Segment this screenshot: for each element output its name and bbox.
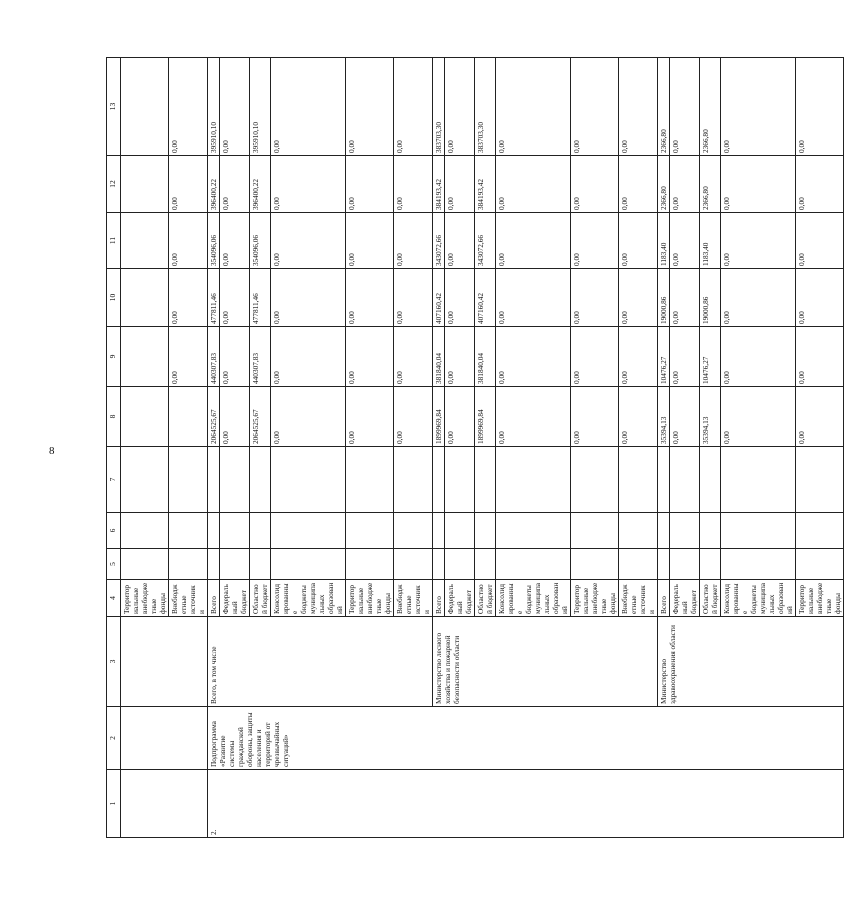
header-row (107, 58, 121, 838)
value-cell: 0,00 (496, 213, 571, 269)
value-cell (619, 549, 658, 580)
value-cell: 440307,83 (250, 327, 271, 387)
value-cell (121, 156, 169, 213)
page-number: 8 (49, 445, 55, 457)
value-cell: 0,00 (721, 269, 796, 327)
value-cell (700, 549, 721, 580)
value-cell (796, 447, 844, 513)
value-cell (121, 549, 169, 580)
value-cell (121, 58, 169, 156)
value-cell (433, 549, 445, 580)
value-cell (220, 549, 250, 580)
value-cell: 10476,27 (700, 327, 721, 387)
value-cell (571, 447, 619, 513)
source-cell: Федеральный бюджет (445, 580, 475, 617)
value-cell (658, 549, 670, 580)
value-cell: 0,00 (169, 327, 208, 387)
value-cell (700, 513, 721, 549)
value-cell (721, 447, 796, 513)
value-cell: 0,00 (721, 213, 796, 269)
column-header-7: 7 (107, 447, 121, 513)
value-cell (721, 513, 796, 549)
value-cell (121, 327, 169, 387)
value-cell: 0,00 (721, 327, 796, 387)
value-cell: 0,00 (721, 387, 796, 447)
value-cell (433, 513, 445, 549)
source-cell: Консолидированные бюджеты муниципальных образований (496, 580, 571, 617)
value-cell: 0,00 (394, 213, 433, 269)
value-cell: 0,00 (220, 58, 250, 156)
value-cell (121, 513, 169, 549)
value-cell: 0,00 (619, 156, 658, 213)
source-cell: Территориальные внебюджетные фонды (121, 580, 169, 617)
source-cell: Территориальные внебюджетные фонды (571, 580, 619, 617)
value-cell (670, 549, 700, 580)
column-header-6: 6 (107, 513, 121, 549)
value-cell: 477811,46 (250, 269, 271, 327)
financing-table (106, 57, 844, 838)
value-cell: 0,00 (496, 387, 571, 447)
value-cell (445, 513, 475, 549)
value-cell: 0,00 (346, 156, 394, 213)
value-cell: 0,00 (394, 387, 433, 447)
source-cell: Федеральный бюджет (220, 580, 250, 617)
value-cell: 384193,42 (475, 156, 496, 213)
source-cell: Областной бюджет (475, 580, 496, 617)
value-cell: 343072,66 (433, 213, 445, 269)
value-cell (496, 447, 571, 513)
value-cell: 0,00 (496, 58, 571, 156)
value-cell (475, 447, 496, 513)
value-cell (250, 549, 271, 580)
value-cell (700, 447, 721, 513)
value-cell: 0,00 (619, 269, 658, 327)
executor-spacer (121, 617, 208, 707)
value-cell (394, 513, 433, 549)
value-cell (445, 447, 475, 513)
value-cell: 395910,10 (250, 58, 271, 156)
value-cell: 0,00 (271, 387, 346, 447)
value-cell: 2366,80 (658, 156, 670, 213)
value-cell (619, 513, 658, 549)
value-cell: 0,00 (271, 269, 346, 327)
source-cell: Всего (658, 580, 670, 617)
column-header-9: 9 (107, 327, 121, 387)
value-cell: 0,00 (619, 213, 658, 269)
source-cell: Внебюджетные источники (394, 580, 433, 617)
source-cell: Территориальные внебюджетные фонды (796, 580, 844, 617)
value-cell (346, 447, 394, 513)
column-header-5: 5 (107, 549, 121, 580)
value-cell: 0,00 (346, 58, 394, 156)
value-cell: 0,00 (220, 269, 250, 327)
value-cell: 383703,30 (475, 58, 496, 156)
value-cell (445, 549, 475, 580)
source-cell: Всего (208, 580, 220, 617)
source-cell: Областной бюджет (250, 580, 271, 617)
value-cell (496, 513, 571, 549)
value-cell: 0,00 (721, 58, 796, 156)
value-cell: 35394,13 (700, 387, 721, 447)
value-cell: 0,00 (394, 156, 433, 213)
value-cell (670, 513, 700, 549)
value-cell: 0,00 (271, 213, 346, 269)
value-cell: 0,00 (496, 156, 571, 213)
source-cell: Консолидированные бюджеты муниципальных образований (721, 580, 796, 617)
value-cell: 2064525,67 (250, 387, 271, 447)
value-cell (271, 447, 346, 513)
value-cell: 0,00 (220, 327, 250, 387)
value-cell: 381840,04 (475, 327, 496, 387)
value-cell (121, 269, 169, 327)
value-cell (658, 513, 670, 549)
value-cell: 0,00 (619, 387, 658, 447)
value-cell: 0,00 (220, 387, 250, 447)
value-cell: 343072,66 (475, 213, 496, 269)
value-cell (571, 513, 619, 549)
value-cell: 0,00 (271, 327, 346, 387)
value-cell: 396400,22 (208, 156, 220, 213)
value-cell: 0,00 (220, 156, 250, 213)
value-cell: 19000,86 (658, 269, 670, 327)
value-cell: 0,00 (571, 387, 619, 447)
value-cell: 0,00 (670, 327, 700, 387)
value-cell (658, 447, 670, 513)
value-cell (496, 549, 571, 580)
value-cell (169, 549, 208, 580)
value-cell (208, 513, 220, 549)
value-cell (619, 447, 658, 513)
value-cell: 0,00 (670, 387, 700, 447)
value-cell: 477811,46 (208, 269, 220, 327)
column-header-13: 13 (107, 58, 121, 156)
value-cell: 0,00 (619, 58, 658, 156)
source-cell: Внебюджетные источники (619, 580, 658, 617)
value-cell: 384193,42 (433, 156, 445, 213)
value-cell: 0,00 (796, 156, 844, 213)
value-cell: 440307,83 (208, 327, 220, 387)
column-header-3: 3 (107, 617, 121, 707)
value-cell: 0,00 (346, 387, 394, 447)
value-cell (208, 549, 220, 580)
row-number-cell: 2. (208, 770, 844, 838)
row-number-spacer (121, 770, 208, 838)
executor-cell: Министерство лесного хозяйства и пожарной безопасности области (433, 617, 658, 707)
value-cell (475, 549, 496, 580)
program-cell: Подпрограмма «Развитие системы гражданской обороны, защиты населения и территорий от чрезвычайных ситуаций» (208, 707, 844, 770)
value-cell (220, 447, 250, 513)
value-cell (346, 513, 394, 549)
value-cell (670, 447, 700, 513)
value-cell: 0,00 (670, 269, 700, 327)
value-cell: 0,00 (721, 156, 796, 213)
value-cell: 407160,42 (475, 269, 496, 327)
value-cell: 0,00 (796, 58, 844, 156)
table-row (121, 58, 169, 838)
value-cell (394, 549, 433, 580)
value-cell (394, 447, 433, 513)
value-cell: 0,00 (394, 327, 433, 387)
value-cell: 0,00 (445, 387, 475, 447)
value-cell: 10476,27 (658, 327, 670, 387)
value-cell (433, 447, 445, 513)
table-row (208, 58, 220, 838)
value-cell: 0,00 (619, 327, 658, 387)
value-cell: 0,00 (796, 387, 844, 447)
value-cell: 381840,04 (433, 327, 445, 387)
value-cell: 407160,42 (433, 269, 445, 327)
value-cell: 0,00 (571, 58, 619, 156)
source-cell: Областной бюджет (700, 580, 721, 617)
value-cell: 0,00 (169, 269, 208, 327)
value-cell: 0,00 (169, 213, 208, 269)
value-cell (271, 513, 346, 549)
value-cell: 1899969,84 (475, 387, 496, 447)
value-cell: 383703,30 (433, 58, 445, 156)
value-cell: 0,00 (496, 269, 571, 327)
executor-cell: Всего, в том числе (208, 617, 433, 707)
value-cell: 396400,22 (250, 156, 271, 213)
value-cell: 0,00 (271, 58, 346, 156)
value-cell (796, 513, 844, 549)
column-header-2: 2 (107, 707, 121, 770)
executor-cell: Министерство здравоохранения области (658, 617, 844, 707)
value-cell: 0,00 (670, 156, 700, 213)
value-cell (169, 387, 208, 447)
value-cell: 2366,80 (700, 58, 721, 156)
value-cell: 0,00 (796, 213, 844, 269)
value-cell: 0,00 (271, 156, 346, 213)
value-cell: 0,00 (796, 269, 844, 327)
source-cell: Консолидированные бюджеты муниципальных образований (271, 580, 346, 617)
value-cell: 19000,86 (700, 269, 721, 327)
value-cell (250, 447, 271, 513)
value-cell: 0,00 (571, 269, 619, 327)
value-cell (121, 213, 169, 269)
source-cell: Всего (433, 580, 445, 617)
value-cell: 0,00 (670, 213, 700, 269)
value-cell (796, 549, 844, 580)
value-cell: 354096,06 (208, 213, 220, 269)
value-cell: 0,00 (346, 213, 394, 269)
value-cell: 395910,10 (208, 58, 220, 156)
column-header-1: 1 (107, 770, 121, 838)
value-cell: 0,00 (496, 327, 571, 387)
value-cell: 0,00 (571, 156, 619, 213)
column-header-4: 4 (107, 580, 121, 617)
value-cell (169, 447, 208, 513)
value-cell: 0,00 (220, 213, 250, 269)
value-cell: 2064525,67 (208, 387, 220, 447)
column-header-11: 11 (107, 213, 121, 269)
rotated-landscape-page (106, 58, 842, 838)
value-cell: 1899969,84 (433, 387, 445, 447)
value-cell: 35394,13 (658, 387, 670, 447)
value-cell: 0,00 (169, 58, 208, 156)
value-cell: 0,00 (346, 327, 394, 387)
value-cell: 1183,40 (658, 213, 670, 269)
value-cell (346, 549, 394, 580)
value-cell: 0,00 (346, 269, 394, 327)
program-spacer (121, 707, 208, 770)
source-cell: Федеральный бюджет (670, 580, 700, 617)
value-cell (220, 513, 250, 549)
value-cell: 0,00 (394, 269, 433, 327)
value-cell (121, 387, 169, 447)
value-cell: 1183,40 (700, 213, 721, 269)
value-cell: 0,00 (571, 327, 619, 387)
value-cell (721, 549, 796, 580)
value-cell (271, 549, 346, 580)
value-cell: 0,00 (445, 213, 475, 269)
value-cell: 0,00 (445, 327, 475, 387)
value-cell: 0,00 (796, 327, 844, 387)
value-cell: 0,00 (169, 156, 208, 213)
value-cell (169, 513, 208, 549)
value-cell (121, 447, 169, 513)
value-cell: 0,00 (445, 58, 475, 156)
value-cell (208, 447, 220, 513)
value-cell: 354096,06 (250, 213, 271, 269)
column-header-12: 12 (107, 156, 121, 213)
value-cell: 0,00 (445, 269, 475, 327)
value-cell: 0,00 (670, 58, 700, 156)
value-cell (475, 513, 496, 549)
source-cell: Внебюджетные источники (169, 580, 208, 617)
source-cell: Территориальные внебюджетные фонды (346, 580, 394, 617)
value-cell: 0,00 (445, 156, 475, 213)
column-header-10: 10 (107, 269, 121, 327)
value-cell: 0,00 (394, 58, 433, 156)
column-header-8: 8 (107, 387, 121, 447)
value-cell (571, 549, 619, 580)
value-cell: 2366,80 (658, 58, 670, 156)
value-cell: 2366,80 (700, 156, 721, 213)
value-cell: 0,00 (571, 213, 619, 269)
value-cell (250, 513, 271, 549)
